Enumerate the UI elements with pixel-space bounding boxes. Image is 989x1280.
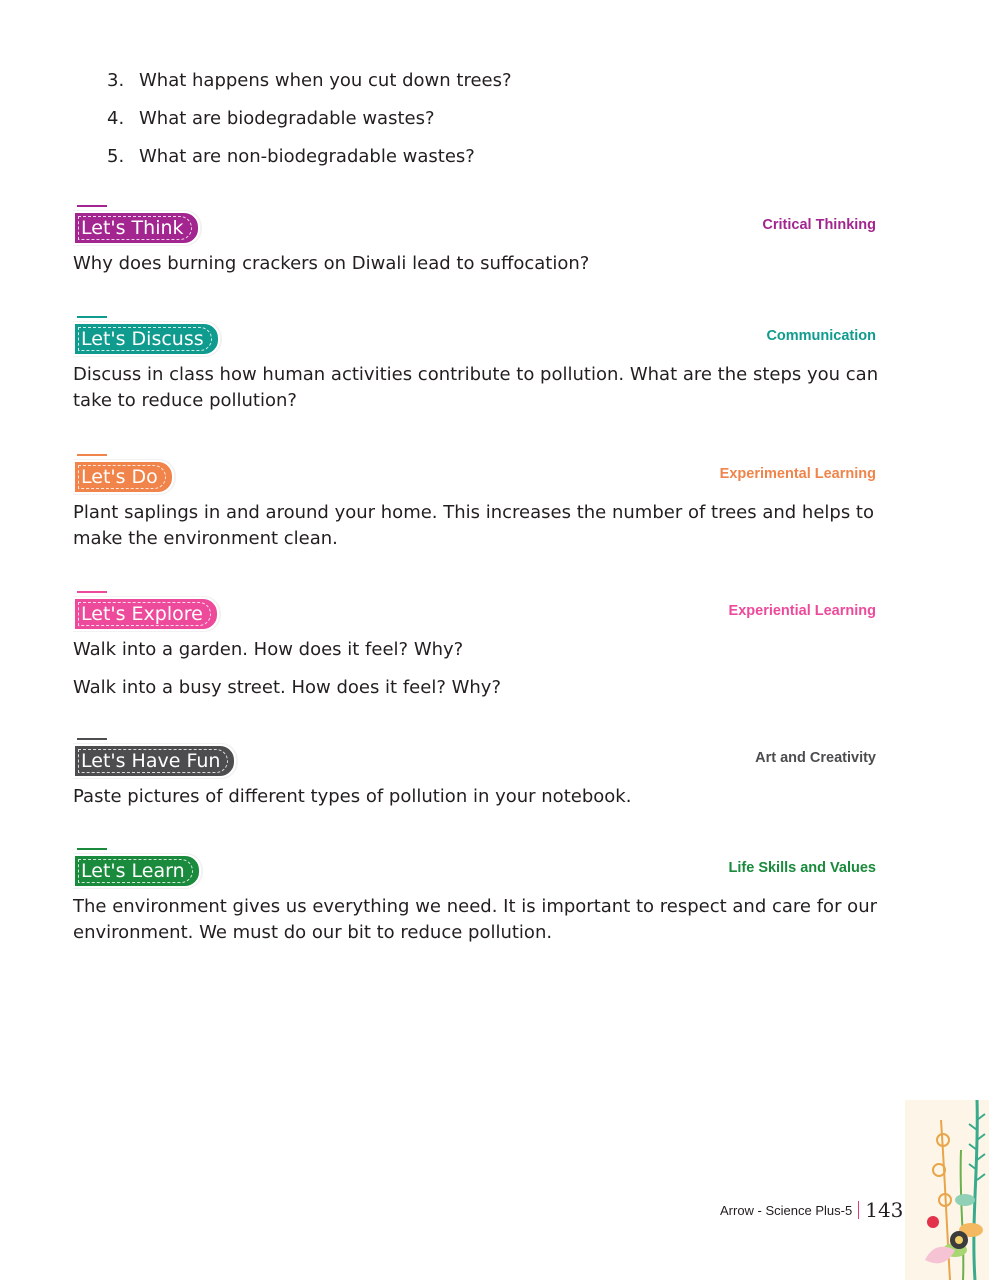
skill-label: Experiential Learning bbox=[728, 603, 876, 619]
skill-label: Art and Creativity bbox=[755, 750, 876, 766]
section-text: Paste pictures of different types of pollution in your notebook. bbox=[73, 786, 632, 807]
badge-line bbox=[77, 205, 107, 207]
section-text: The environment gives us everything we need. It is important to respect and care for our environment. We must do our bit to reduce pollution. bbox=[73, 896, 878, 943]
badge-line bbox=[77, 316, 107, 318]
section-lets-learn bbox=[73, 848, 903, 958]
section-text: Walk into a garden. How does it feel? Why? bbox=[73, 639, 464, 660]
section-text: Walk into a busy street. How does it feel? Why? bbox=[73, 677, 502, 698]
section-lets-think bbox=[73, 205, 903, 289]
badge-line bbox=[77, 591, 107, 593]
badge-line bbox=[77, 454, 107, 456]
list-item: 5. What are non-biodegradable wastes? bbox=[107, 146, 475, 167]
section-badge: Let's Do bbox=[73, 460, 174, 494]
list-item: 4. What are biodegradable wastes? bbox=[107, 108, 435, 129]
section-lets-have-fun bbox=[73, 738, 903, 822]
badge-line bbox=[77, 848, 107, 850]
floral-decoration-icon bbox=[905, 1100, 989, 1280]
section-lets-discuss bbox=[73, 316, 903, 426]
skill-label: Experimental Learning bbox=[719, 466, 876, 482]
page-number: 143 bbox=[865, 1198, 904, 1222]
footer-divider bbox=[858, 1201, 859, 1219]
section-text: Why does burning crackers on Diwali lead to suffocation? bbox=[73, 253, 590, 274]
page-footer bbox=[720, 1198, 903, 1222]
section-badge: Let's Learn bbox=[73, 854, 201, 888]
section-lets-explore bbox=[73, 591, 903, 713]
question-list bbox=[107, 68, 512, 182]
section-lets-do bbox=[73, 454, 903, 564]
section-badge: Let's Discuss bbox=[73, 322, 220, 356]
section-badge: Let's Think bbox=[73, 211, 200, 245]
list-item: 3. What happens when you cut down trees? bbox=[107, 70, 512, 91]
skill-label: Communication bbox=[766, 328, 876, 344]
skill-label: Life Skills and Values bbox=[728, 860, 876, 876]
section-badge: Let's Have Fun bbox=[73, 744, 236, 778]
badge-line bbox=[77, 738, 107, 740]
skill-label: Critical Thinking bbox=[762, 217, 876, 233]
section-badge: Let's Explore bbox=[73, 597, 219, 631]
section-text: Discuss in class how human activities contribute to pollution. What are the steps you can take to reduce pollution? bbox=[73, 364, 879, 411]
section-text: Plant saplings in and around your home. This increases the number of trees and helps to make the environment clean. bbox=[73, 502, 874, 549]
book-title: Arrow - Science Plus-5 bbox=[720, 1202, 853, 1218]
